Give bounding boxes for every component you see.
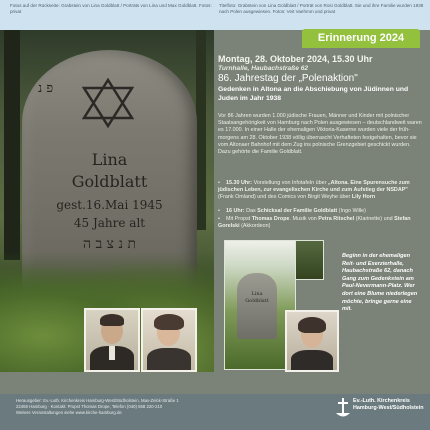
website-line: Weitere Veranstaltungen siehe www.kirche-hamburg.de: [16, 410, 122, 416]
location-note: Beginn in der ehemaligen Reit- und Exerzierhalle, Haubachstraße 62, danach Gang zum Gedenkstein am Paul-Nevermann-Platz. Wer dort eine Blume niederlegen möchte, bringe gerne eine mit.: [342, 253, 418, 313]
event-date: Montag, 28. Oktober 2024, 15.30 Uhr: [218, 54, 373, 64]
stone-name-first: Lina: [91, 150, 128, 169]
year-badge: Erinnerung 2024: [302, 29, 420, 48]
stone-dates: gest.16.Mai 1945: [56, 198, 163, 212]
event-body: Vor 86 Jahren wurden 1.000 jüdische Frauen, Männer und Kinder mit polnischer Staatsangehörigkeit von Hamburg nach Polen ausgewiesen – deutschlandweit waren es 17.000. In einer Halle der ehemaligen Viktoria-Kaserne wurden viele der früh-morgens am 28. Oktober 1938 völlig überrascht Verhafteten festgehalten, bevor sie vom Altonaer Bahnhof mit dem Zug ins polnische Grenzgebiet geschickt wurden. Dazu gehörte die Familie Goldblatt.: [218, 113, 422, 156]
portrait-lina-goldblatt: [141, 308, 197, 372]
church-logo: [336, 398, 424, 420]
event-subtitle: Gedenken in Altona an die Abschiebung von Jüdinnen und Juden im Jahr 1938: [218, 86, 409, 102]
caption-left: Fotos auf der Rückseite: Grabstein von Lina Goldblatt / Porträts von Lina und Max Goldblatt. Fotos: privat: [10, 3, 212, 15]
caption-right: Titelfoto: Grabstein von Lina Goldblatt / Porträt von Rosi Goldblatt. Sie und ihre Familie wurden 1938 nach Polen ausgewiesen. Fotos: Veit Vaehmm und privat: [219, 3, 424, 15]
cross-ship-icon: [336, 398, 350, 420]
stone-age: 45 Jahre alt: [73, 216, 146, 230]
small-stone-name-last: Goldblatt: [245, 298, 269, 304]
tree-trunk: [196, 30, 206, 230]
program-item: • 15.30 Uhr: Vorstellung von Infotafeln über „Altona. Eine Spurensuche zum jüdischen Leben, zur evangelischen Kirche und zum Aufstieg der NSDAP" (Frank Omland) und des Comics von Birgit Weyhe über Lily Horn: [218, 180, 410, 201]
stone-name-last: Goldblatt: [71, 172, 148, 191]
logo-line-1: Ev.-Luth. Kirchenkreis: [353, 398, 410, 404]
small-stone-name-first: Lina: [251, 291, 263, 297]
caption-band: [0, 0, 430, 30]
tree-trunk: [4, 30, 20, 260]
event-title: 86. Jahrestag der „Polenaktion": [218, 73, 358, 84]
portrait-max-goldblatt: [84, 308, 140, 372]
logo-line-2: Hamburg-West/Südholstein: [353, 404, 424, 411]
publisher-info: [16, 398, 296, 417]
stone-hebrew-bottom: ת נ צ ב ה: [82, 236, 137, 252]
program-item: • Mit Propst Thomas Drope. Musik von Petra Ritschel (Klarinette) und Stefan Gorelski (Akkordeon): [218, 216, 411, 230]
cemetery-photo-small: [294, 240, 324, 280]
small-gravestone: [237, 273, 277, 339]
contact-line: 22459 Hamburg · Kontakt: Propst Thomas Drope, Telefon (040) 558 220-210: [16, 404, 163, 410]
publisher-line: Herausgeber: Ev.-Luth. Kirchenkreis Hamburg-West/Südholstein, Max-Zelck-Straße 1: [16, 398, 179, 403]
gravestone-photo: [0, 30, 214, 372]
program-item: • 16 Uhr: Das Schicksal der Familie Goldblatt (Ingo Wille): [218, 208, 366, 214]
event-address: Turnhalle, Haubachstraße 62: [218, 65, 309, 72]
footer: [0, 394, 430, 430]
hebrew-initials: פ נ: [38, 81, 54, 96]
portrait-rosi-goldblatt: [285, 310, 339, 372]
